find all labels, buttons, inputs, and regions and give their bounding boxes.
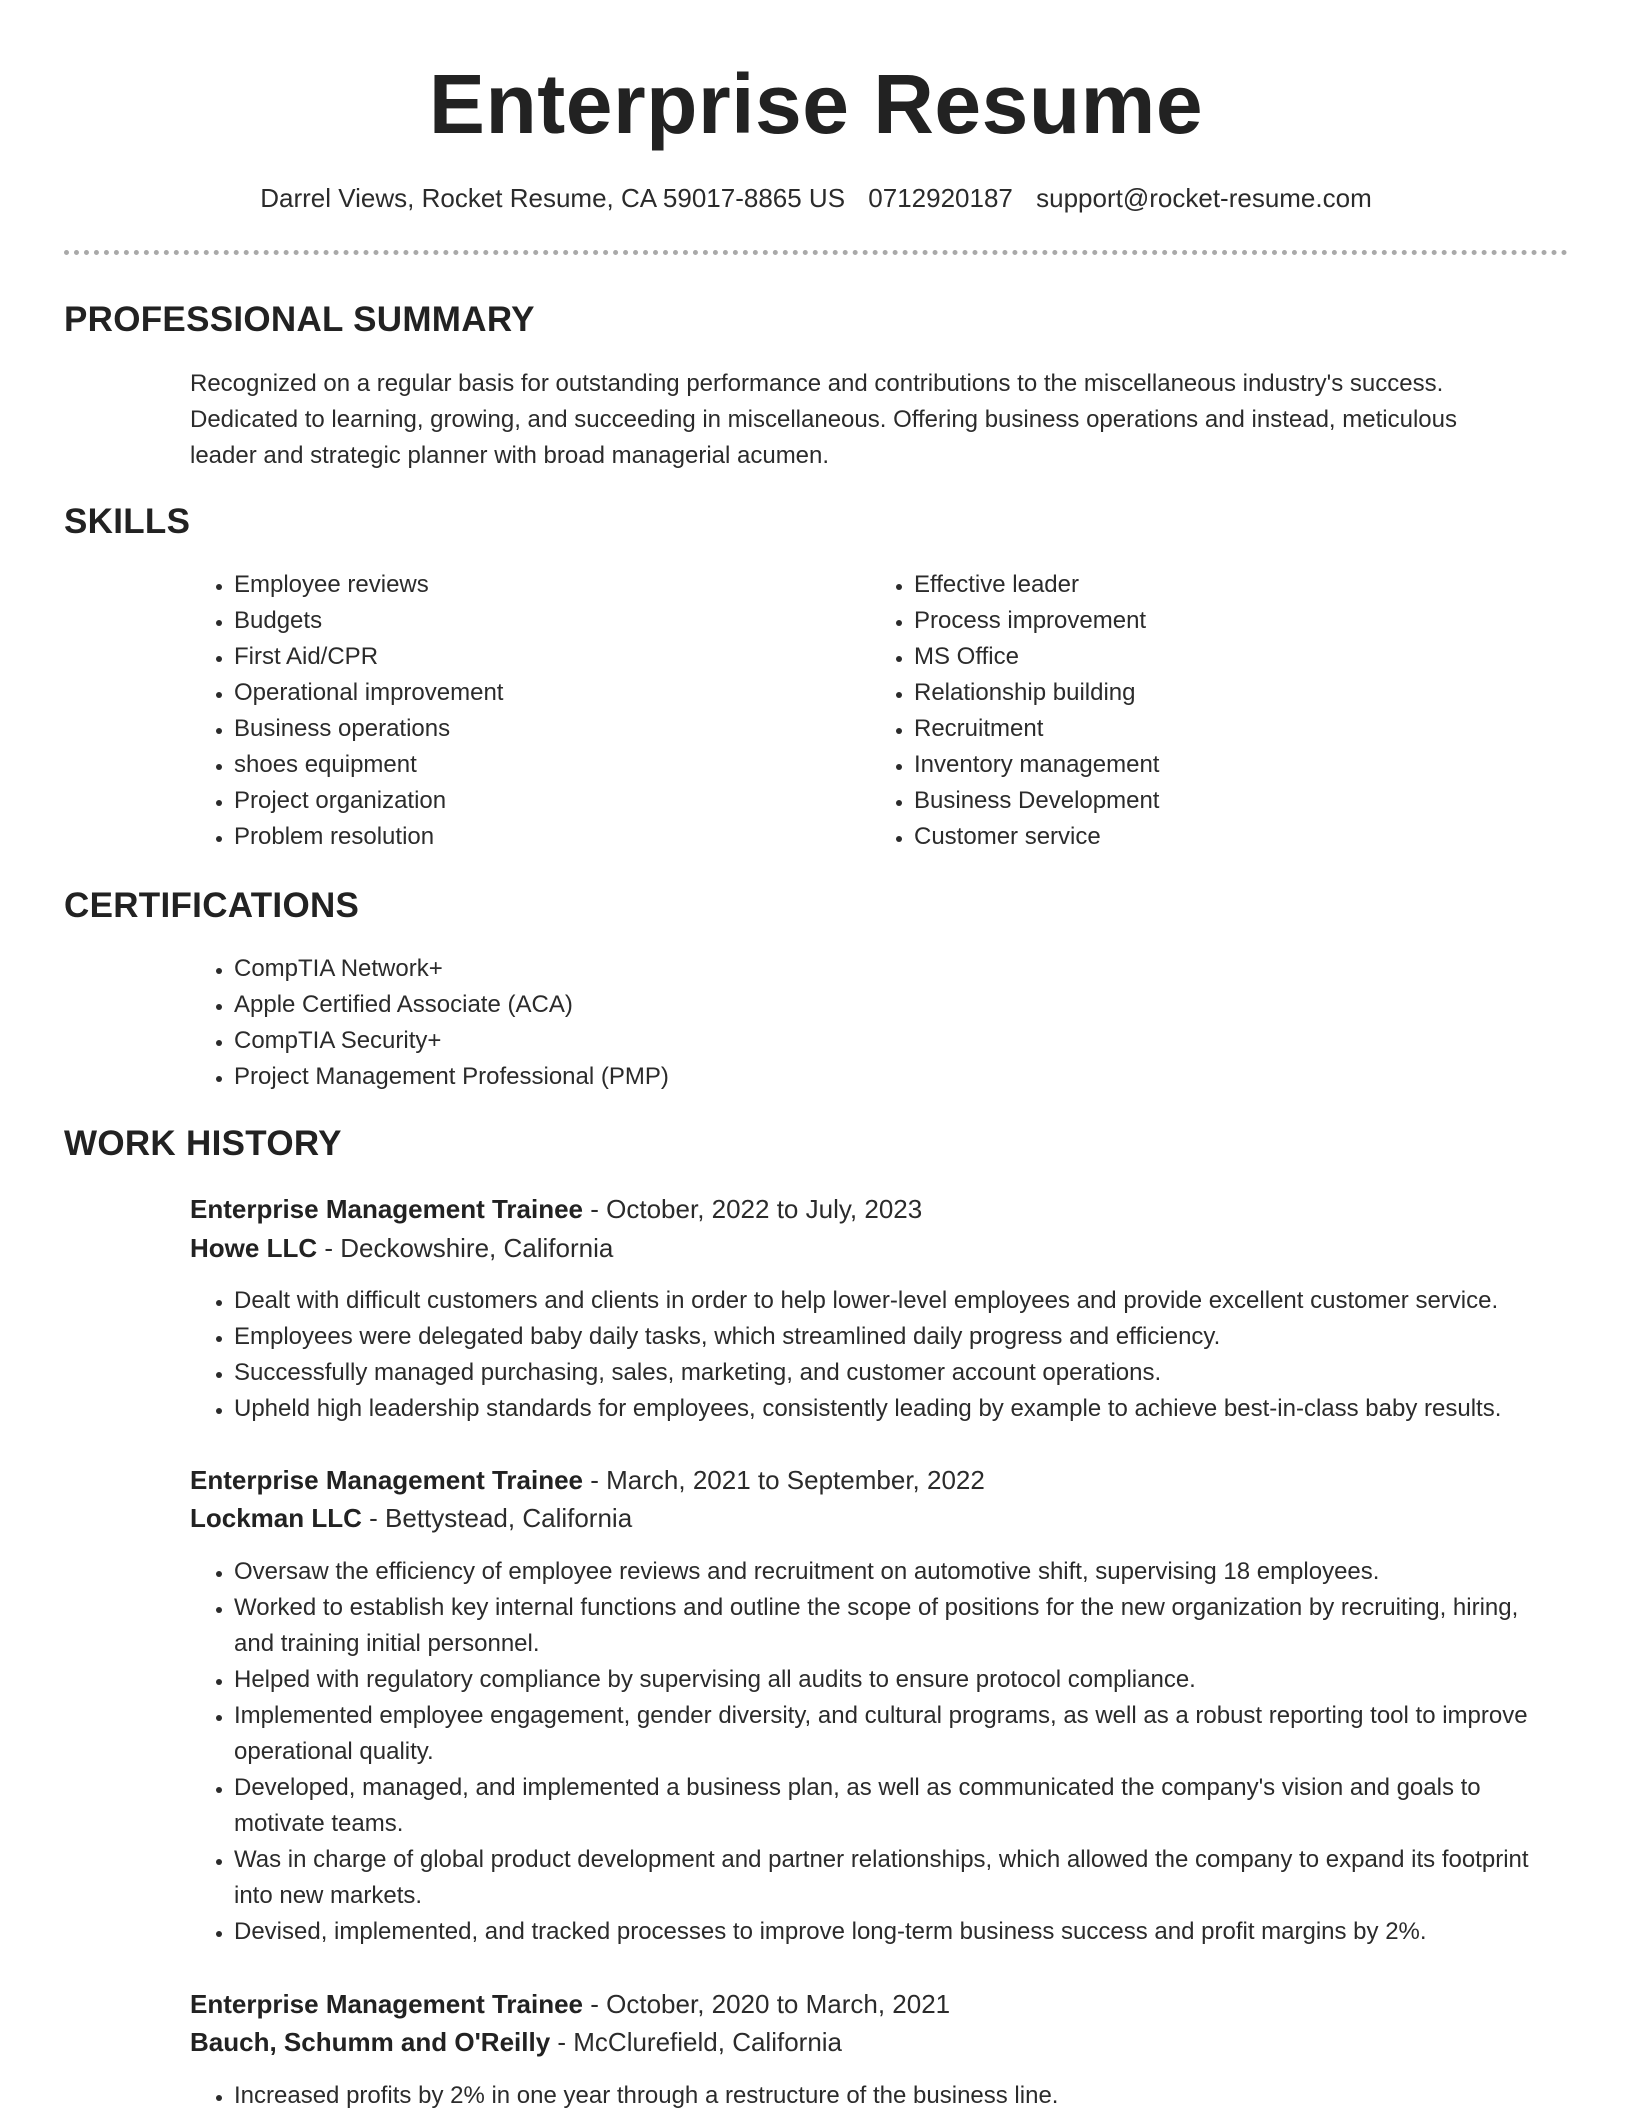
- skill-item: • Effective leader: [914, 567, 1514, 603]
- skills-heading: SKILLS: [64, 502, 191, 541]
- job-bullet: • Successfully managed purchasing, sales, marketing, and customer account operations.: [234, 1355, 1632, 1391]
- summary-text: Recognized on a regular basis for outstanding performance and contributions to the miscellaneous industry's success. Dedicated to learning, growing, and succeeding in miscellaneous. Offering business operations and instead, meticulous leader and strategic planner with broad managerial acumen.: [190, 370, 1457, 469]
- job-company-line: [190, 1499, 632, 1537]
- contact-phone: 0712920187: [868, 183, 1013, 213]
- certifications-list: [190, 951, 1034, 1095]
- certification-item: • CompTIA Network+: [234, 951, 1034, 987]
- certification-item: • Apple Certified Associate (ACA): [234, 987, 1034, 1023]
- job-title: Enterprise Management Trainee: [190, 1194, 584, 1224]
- job-dates: - October, 2022 to July, 2023: [583, 1194, 923, 1224]
- skill-item: • Business operations: [234, 711, 834, 747]
- job-dates: - October, 2020 to March, 2021: [583, 1989, 951, 2019]
- certification-item: • Project Management Professional (PMP): [234, 1059, 1034, 1095]
- contact-address: Darrel Views, Rocket Resume, CA 59017-8865 US: [260, 183, 846, 213]
- job-bullet: • Upheld high leadership standards for employees, consistently leading by example to achieve best-in-class baby results.: [234, 1391, 1632, 1427]
- job-bullet: • Increased profits by 2% in one year through a restructure of the business line.: [234, 2078, 1564, 2114]
- job-bullet: • Devised, implemented, and tracked processes to improve long-term business success and profit margins by 2%.: [234, 1914, 1564, 1950]
- skill-item: • First Aid/CPR: [234, 639, 834, 675]
- skill-item: • Employee reviews: [234, 567, 834, 603]
- job-dates: - March, 2021 to September, 2022: [583, 1465, 985, 1495]
- job-company-line: [190, 1229, 613, 1267]
- job-title: Enterprise Management Trainee: [190, 1989, 584, 2019]
- skill-item: • Relationship building: [914, 675, 1514, 711]
- job-company: Howe LLC: [190, 1233, 318, 1263]
- job-bullet: • Implemented employee engagement, gender diversity, and cultural programs, as well as a robust reporting tool to improve operational quality.: [234, 1698, 1564, 1770]
- skill-item: • MS Office: [914, 639, 1514, 675]
- skills-list-left: [190, 567, 834, 855]
- skill-item: • Operational improvement: [234, 675, 834, 711]
- job-title-line: [190, 1461, 985, 1499]
- job-bullet: • Oversaw the efficiency of employee reviews and recruitment on automotive shift, supervising 18 employees.: [234, 1554, 1564, 1590]
- job-bullet: • Dealt with difficult customers and clients in order to help lower-level employees and provide excellent customer service.: [234, 1283, 1632, 1319]
- job-company: Bauch, Schumm and O'Reilly: [190, 2027, 551, 2057]
- contact-email: support@rocket-resume.com: [1036, 183, 1372, 213]
- job-bullet: • Worked to establish key internal functions and outline the scope of positions for the new organization by recruiting, hiring, and training initial personnel.: [234, 1590, 1564, 1662]
- job-bullets: [190, 1283, 1632, 1427]
- skill-item: • Budgets: [234, 603, 834, 639]
- job-location: - Bettystead, California: [361, 1503, 633, 1533]
- skill-item: • Recruitment: [914, 711, 1514, 747]
- job-title-line: [190, 1190, 922, 1228]
- job-bullet: • Was in charge of global product development and partner relationships, which allowed the company to expand its footprint into new markets.: [234, 1842, 1564, 1914]
- resume-title: Enterprise Resume: [428, 57, 1204, 151]
- skills-list-right: [870, 567, 1514, 855]
- skill-item: • Process improvement: [914, 603, 1514, 639]
- job-bullets: [190, 2078, 1564, 2114]
- skill-item: • Inventory management: [914, 747, 1514, 783]
- job-bullet: • Employees were delegated baby daily tasks, which streamlined daily progress and efficiency.: [234, 1319, 1632, 1355]
- certification-item: • CompTIA Security+: [234, 1023, 1034, 1059]
- certifications-heading: CERTIFICATIONS: [64, 886, 360, 925]
- skill-item: • Project organization: [234, 783, 834, 819]
- skill-item: • Customer service: [914, 819, 1514, 855]
- work-history-heading: WORK HISTORY: [64, 1124, 342, 1163]
- job-title: Enterprise Management Trainee: [190, 1465, 584, 1495]
- job-title-line: [190, 1985, 950, 2023]
- summary-heading: PROFESSIONAL SUMMARY: [64, 300, 535, 339]
- skill-item: • shoes equipment: [234, 747, 834, 783]
- job-location: - Deckowshire, California: [317, 1233, 614, 1263]
- skill-item: • Business Development: [914, 783, 1514, 819]
- job-company: Lockman LLC: [190, 1503, 362, 1533]
- job-company-line: [190, 2023, 842, 2061]
- job-bullet: • Developed, managed, and implemented a business plan, as well as communicated the company's vision and goals to motivate teams.: [234, 1770, 1564, 1842]
- job-location: - McClurefield, California: [550, 2027, 843, 2057]
- contact-line: [0, 180, 1632, 216]
- skill-item: • Problem resolution: [234, 819, 834, 855]
- job-bullet: • Helped with regulatory compliance by supervising all audits to ensure protocol compliance.: [234, 1662, 1564, 1698]
- header-divider: [64, 250, 1568, 255]
- job-bullets: [190, 1554, 1564, 1950]
